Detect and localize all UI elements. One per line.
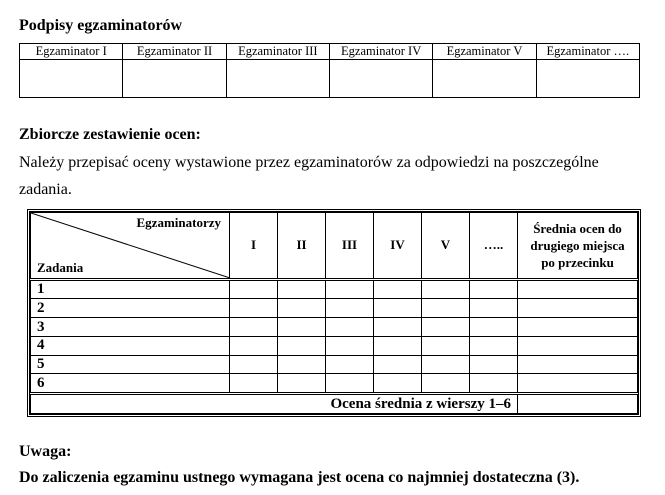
- grade-cell[interactable]: [422, 374, 470, 394]
- grade-cell[interactable]: [230, 279, 278, 299]
- overall-average-label: Ocena średnia z wierszy 1–6: [31, 394, 518, 414]
- examiner-col-header: III: [326, 213, 374, 280]
- examiner-col-header: II: [278, 213, 326, 280]
- task-row: [31, 299, 638, 318]
- average-cell[interactable]: [518, 336, 638, 355]
- tasks-axis-label: Zadania: [37, 259, 84, 275]
- task-number: 5: [31, 355, 230, 374]
- signature-cell[interactable]: [536, 60, 639, 98]
- average-cell[interactable]: [518, 318, 638, 337]
- grade-cell[interactable]: [230, 355, 278, 374]
- grade-cell[interactable]: [374, 336, 422, 355]
- grade-cell[interactable]: [326, 374, 374, 394]
- signatures-table: [19, 43, 640, 98]
- task-number: 3: [31, 318, 230, 337]
- grade-cell[interactable]: [422, 299, 470, 318]
- task-row: [31, 279, 638, 299]
- signature-cell[interactable]: [329, 60, 432, 98]
- examiner-col-header: I: [230, 213, 278, 280]
- signature-cell[interactable]: [433, 60, 536, 98]
- signature-cell[interactable]: [123, 60, 226, 98]
- signatures-heading: Podpisy egzaminatorów: [19, 17, 183, 34]
- task-row: [31, 355, 638, 374]
- task-number: 4: [31, 336, 230, 355]
- examiners-axis-label: Egzaminatorzy: [136, 215, 221, 230]
- average-cell[interactable]: [518, 374, 638, 394]
- average-cell[interactable]: [518, 355, 638, 374]
- grade-cell[interactable]: [374, 355, 422, 374]
- grade-cell[interactable]: [326, 355, 374, 374]
- grade-cell[interactable]: [470, 374, 518, 394]
- sig-col-header: Egzaminator V: [433, 44, 536, 60]
- average-cell[interactable]: [518, 299, 638, 318]
- grades-table: [30, 212, 638, 414]
- task-number: 1: [31, 279, 230, 299]
- signature-cell[interactable]: [20, 60, 123, 98]
- grade-cell[interactable]: [278, 318, 326, 337]
- grade-cell[interactable]: [422, 336, 470, 355]
- instruction-line-2: zadania.: [19, 181, 72, 198]
- grade-cell[interactable]: [374, 374, 422, 394]
- grade-cell[interactable]: [422, 355, 470, 374]
- grade-cell[interactable]: [326, 318, 374, 337]
- grades-footer-row: [31, 394, 638, 414]
- examiner-col-header: …..: [470, 213, 518, 280]
- average-cell[interactable]: [518, 279, 638, 299]
- corner-header-cell: [31, 213, 230, 280]
- grade-cell[interactable]: [422, 279, 470, 299]
- grade-cell[interactable]: [230, 374, 278, 394]
- grades-header-row: [31, 213, 638, 280]
- sig-col-header: Egzaminator ….: [536, 44, 639, 60]
- grade-cell[interactable]: [278, 355, 326, 374]
- task-row: [31, 374, 638, 394]
- note-text: Do zaliczenia egzaminu ustnego wymagana jest ocena co najmniej dostateczna (3).: [19, 469, 580, 486]
- summary-heading: Zbiorcze zestawienie ocen:: [19, 126, 201, 143]
- grades-table-frame: [27, 209, 641, 417]
- grade-cell[interactable]: [230, 336, 278, 355]
- grade-cell[interactable]: [230, 318, 278, 337]
- sig-col-header: Egzaminator III: [226, 44, 329, 60]
- signatures-row: [20, 60, 640, 98]
- grade-cell[interactable]: [470, 318, 518, 337]
- grade-cell[interactable]: [326, 299, 374, 318]
- sig-col-header: Egzaminator II: [123, 44, 226, 60]
- grade-cell[interactable]: [470, 279, 518, 299]
- note-heading: Uwaga:: [19, 443, 72, 460]
- task-row: [31, 318, 638, 337]
- average-col-header: Średnia ocen do drugiego miejsca po przecinku: [518, 213, 638, 280]
- grade-cell[interactable]: [326, 336, 374, 355]
- grade-cell[interactable]: [422, 318, 470, 337]
- grade-cell[interactable]: [470, 299, 518, 318]
- grade-cell[interactable]: [278, 374, 326, 394]
- instruction-line-1: Należy przepisać oceny wystawione przez egzaminatorów za odpowiedzi na poszczególne: [19, 154, 599, 171]
- grade-cell[interactable]: [374, 279, 422, 299]
- grade-cell[interactable]: [470, 336, 518, 355]
- examiner-col-header: V: [422, 213, 470, 280]
- grade-cell[interactable]: [278, 299, 326, 318]
- sig-col-header: Egzaminator I: [20, 44, 123, 60]
- grade-cell[interactable]: [326, 279, 374, 299]
- grade-cell[interactable]: [278, 279, 326, 299]
- signatures-header-row: [20, 44, 640, 60]
- examiner-col-header: IV: [374, 213, 422, 280]
- grade-cell[interactable]: [374, 299, 422, 318]
- grade-cell[interactable]: [278, 336, 326, 355]
- task-number: 2: [31, 299, 230, 318]
- overall-average-cell[interactable]: [518, 394, 638, 414]
- sig-col-header: Egzaminator IV: [329, 44, 432, 60]
- task-number: 6: [31, 374, 230, 394]
- task-row: [31, 336, 638, 355]
- grade-cell[interactable]: [230, 299, 278, 318]
- grade-cell[interactable]: [470, 355, 518, 374]
- grade-cell[interactable]: [374, 318, 422, 337]
- signature-cell[interactable]: [226, 60, 329, 98]
